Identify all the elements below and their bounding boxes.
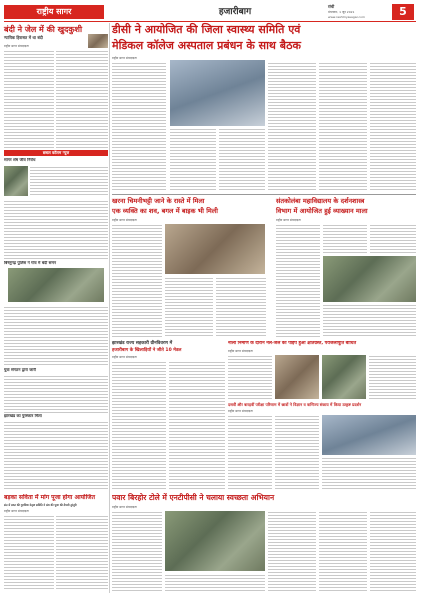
- left-story2-text-2: [4, 200, 108, 260]
- badkagaon-col-1: [4, 515, 54, 591]
- left-subhead: न्यायिक हिरासत में था बंदी: [4, 35, 43, 40]
- jharkhand-byline: राष्ट्रीय सागर संवाददाता: [112, 355, 137, 359]
- left-story5-headline: झारखंड का पुरस्कार मिला: [4, 414, 42, 418]
- pawar-col-4: [319, 511, 367, 591]
- jharkhand-headline-1: झारखंड राज्य सहकारी ग्रीनविवरण में: [112, 341, 173, 346]
- school-photo-grid: [322, 415, 416, 455]
- lead-photo: [170, 60, 265, 126]
- left-story-text-2: [56, 50, 108, 148]
- khasra-headline-2: एक व्यक्ति का शव, बगल में बाइक भी मिली: [112, 207, 218, 215]
- nali-photo-2: [322, 355, 366, 399]
- column-rule-left: [109, 23, 110, 593]
- lead-headline-1: डीसी ने आयोजित की जिला स्वास्थ्य समिति एवं: [112, 23, 301, 36]
- left-headline: बंदी ने जेल में की खुदकुशी: [4, 25, 83, 34]
- left-story5-text: [4, 421, 108, 489]
- masthead-website[interactable]: www.rashtriyasagar.com: [328, 15, 365, 19]
- pawar-col-5: [370, 511, 416, 591]
- lead-byline: राष्ट्रीय सागर संवाददाता: [112, 56, 137, 60]
- jharkhand-col-1: [112, 361, 166, 489]
- santkolamba-col-4: [323, 304, 416, 338]
- jharkhand-headline-2: हजारीबाग के खिलाड़ियों ने जीते 10 मेडल: [112, 348, 182, 353]
- pawar-photo: [165, 511, 265, 571]
- pawar-headline: पवार बिरहोर टोले में एनटीपीसी ने चलाया स्वच्छता अभियान: [112, 493, 275, 502]
- khasra-col-2: [165, 277, 213, 338]
- khasra-col-1: [112, 224, 162, 338]
- nali-photo-1: [275, 355, 319, 399]
- school-headline: दसवीं और बारहवीं परीक्षा परिणाम में छात्रों ने विज्ञान व वाणिज्य संकाय में किया उत्कृष्ट प्रदर्शन: [228, 402, 362, 407]
- nali-headline: नाली निर्माण के दौरान नल-जल का पाइप हुआ क्षतिग्रस्त, पेयजलापूर्ति बाधित: [228, 341, 357, 346]
- nali-byline: राष्ट्रीय सागर संवाददाता: [228, 349, 253, 353]
- masthead-brand: राष्ट्रीय सागर: [4, 5, 104, 19]
- pawar-col-3: [268, 511, 316, 591]
- lead-col-5: [319, 62, 367, 192]
- lead-col-1: [112, 62, 166, 192]
- lead-col-6: [370, 62, 416, 192]
- left-story3-text: [4, 306, 108, 366]
- left-byline: राष्ट्रीय सागर संवाददाता: [4, 44, 29, 48]
- santkolamba-col-1: [276, 224, 320, 338]
- left-story4-headline: युवा संगठन द्वारा जारी: [4, 368, 36, 372]
- nali-col-1: [228, 355, 272, 399]
- khasra-byline: राष्ट्रीय सागर संवाददाता: [112, 218, 137, 222]
- masthead-city: रांची: [328, 4, 335, 9]
- masthead-edition: हजारीबाग: [218, 7, 252, 17]
- masthead-rule: [4, 21, 416, 22]
- left-strip-title: छबल कॉलम न्यूज: [4, 150, 108, 156]
- nali-col-2: [369, 355, 416, 399]
- left-story-text: [4, 50, 54, 148]
- lead-bottom-rule: [112, 194, 416, 195]
- badkagaon-col-2: [56, 515, 108, 591]
- page-number: 5: [392, 4, 414, 20]
- badkagaon-byline: राष्ट्रीय सागर संवाददाता: [4, 509, 29, 513]
- santkolamba-col-3: [370, 224, 416, 254]
- santkolamba-photo: [323, 256, 416, 302]
- lead-headline-2: मेडिकल कॉलेज अस्पताल प्रबंधन के साथ बैठक: [112, 39, 301, 52]
- santkolamba-byline: राष्ट्रीय सागर संवाददाता: [276, 218, 301, 222]
- school-col-3: [322, 457, 416, 489]
- left-photo: [88, 34, 108, 48]
- left-story4-text: [4, 375, 108, 413]
- santkolamba-headline-2: विभाग में आयोजित हुई व्याख्यान माला: [276, 207, 368, 215]
- left-story2-headline: सागर शेष जीव निरोध: [4, 158, 36, 162]
- khasra-photo: [165, 224, 265, 274]
- khasra-headline-1: खरना चिमनीभट्टी जाने के रास्ते में मिला: [112, 197, 205, 205]
- school-col-1: [228, 415, 272, 489]
- left-story2-photo: [4, 166, 28, 196]
- left-story2-text: [30, 166, 108, 196]
- school-col-2: [275, 415, 319, 489]
- pawar-col-1: [112, 511, 162, 591]
- jharkhand-col-2: [169, 361, 225, 489]
- masthead-date: मंगलवार, 1 जून 2021: [328, 10, 355, 14]
- lead-col-4: [268, 62, 316, 192]
- khasra-col-3: [216, 277, 266, 338]
- badkagaon-headline: बड़का सविता में मांग पूजा होगा आयोजित: [4, 494, 96, 501]
- lead-col-3: [219, 128, 265, 192]
- santkolamba-headline-1: संतकोलंबा महाविद्यालय के दर्शनशास्त्र: [276, 197, 365, 205]
- santkolamba-col-2: [323, 224, 367, 254]
- school-byline: राष्ट्रीय सागर संवाददाता: [228, 409, 253, 413]
- left-story3-headline: बिष्णुगढ़ पुलिस ने गांव में बंदी समन: [4, 261, 56, 265]
- badkagaon-subhead: संत में प्राप्त की गुरुनिष्ठा नेतृत्व समिति ने संघ की पूजा की तैयारी तुरंतुरि: [4, 503, 77, 507]
- pawar-col-2: [165, 574, 265, 591]
- lead-col-2: [170, 128, 216, 192]
- pawar-byline: राष्ट्रीय सागर संवाददाता: [112, 505, 137, 509]
- left-story3-photo: [8, 268, 104, 302]
